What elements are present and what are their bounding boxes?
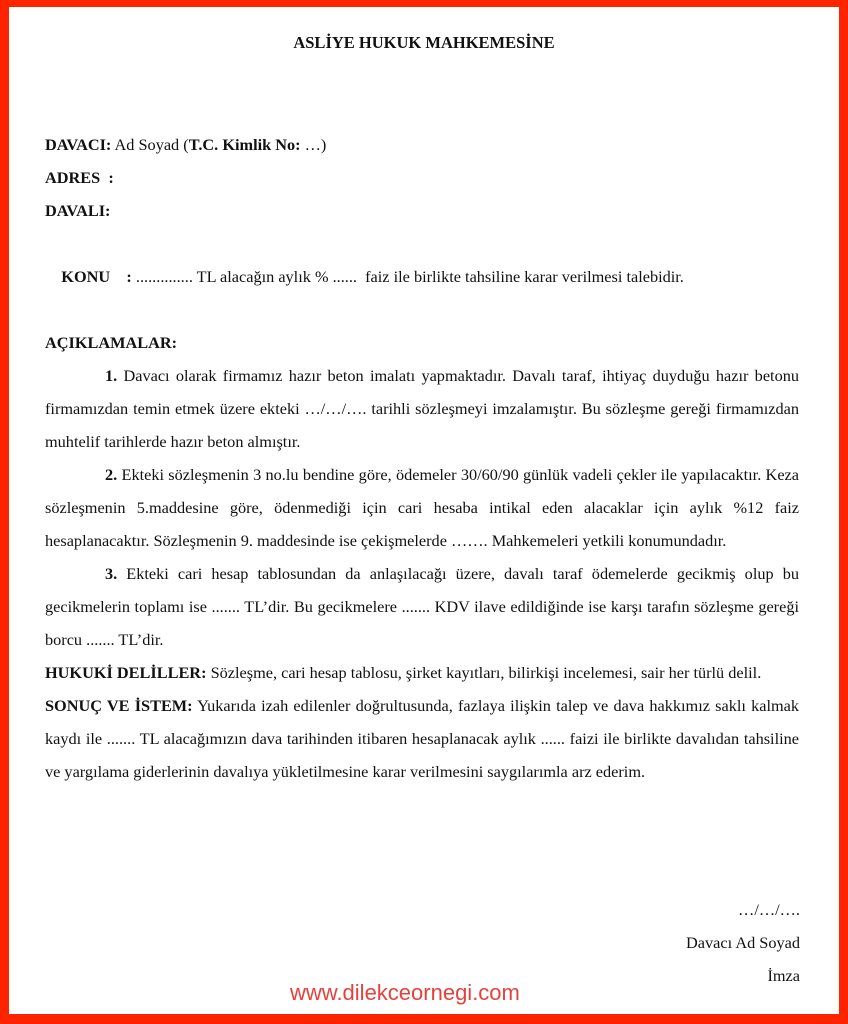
davaci-line xyxy=(45,128,799,161)
sonuc-section xyxy=(45,689,799,788)
adres-label: ADRES : xyxy=(45,168,114,187)
item-text: Davacı olarak firmamız hazır beton imalatı yapmaktadır. Davalı taraf, ihtiyaç duyduğu hazır betonu firmamızdan temin etmek üzere ekteki …/…/…. tarihli sözleşmeyi imzalamıştır. Bu sözleşme gereği firmamızdan muhtelif tarihlerde hazır beton almıştır. xyxy=(45,366,799,451)
deliller-label: HUKUKİ DELİLLER: xyxy=(45,663,207,682)
item-number: 1. xyxy=(105,366,118,385)
davaci-label: DAVACI: xyxy=(45,135,112,154)
sonuc-text: Yukarıda izah edilenler doğrultusunda, fazlaya ilişkin talep ve dava hakkımız saklı kalmak kaydı ile ....... TL alacağımızın dava tarihinden itibaren hesaplanacak aylık ...... faizi ile birlikte davalıdan tahsiline ve yargılama giderlerinin davalıya yükletilmesine karar verilmesini saygılarımla arz ederim. xyxy=(45,696,799,781)
konu-label: KONU : xyxy=(61,267,132,286)
signature-block xyxy=(686,893,800,992)
davali-label: DAVALI: xyxy=(45,201,111,220)
deliller-text: Sözleşme, cari hesap tablosu, şirket kayıtları, bilirkişi incelemesi, sair her türlü delil. xyxy=(206,663,762,682)
davaci-name: Ad Soyad ( xyxy=(114,135,189,154)
tc-value: …) xyxy=(300,135,327,154)
watermark-url: www.dilekceornegi.com xyxy=(290,980,520,1005)
konu-line xyxy=(45,227,799,326)
tc-label: T.C. Kimlik No: xyxy=(188,135,301,154)
aciklama-item-1 xyxy=(45,359,799,458)
aciklamalar-heading xyxy=(45,326,799,359)
signature-name: Davacı Ad Soyad xyxy=(686,933,800,952)
aciklamalar-label: AÇIKLAMALAR: xyxy=(45,333,178,352)
document-title: ASLİYE HUKUK MAHKEMESİNE xyxy=(293,33,555,52)
adres-line xyxy=(45,161,799,194)
davali-line xyxy=(45,194,799,227)
deliller-section xyxy=(45,656,799,689)
document-body xyxy=(45,128,799,788)
aciklama-item-3 xyxy=(45,557,799,656)
aciklama-item-2 xyxy=(45,458,799,557)
item-text: Ekteki sözleşmenin 3 no.lu bendine göre, ödemeler 30/60/90 günlük vadeli çekler ile yapılacaktır. Keza sözleşmenin 5.maddesine göre, ödenmediği için cari hesaba intikal eden alacaklar için aylık %12 faiz hesaplanacaktır. Sözleşmenin 9. maddesinde ise çekişmelerde ……. Mahkemeleri yetkili konumundadır. xyxy=(45,465,799,550)
item-number: 2. xyxy=(105,465,118,484)
signature-sign: İmza xyxy=(767,966,800,985)
signature-date: …/…/…. xyxy=(738,900,800,919)
item-text: Ekteki cari hesap tablosundan da anlaşılacağı üzere, davalı taraf ödemelerde gecikmiş olup bu gecikmelerin toplamı ise ....... TL’dir. Bu gecikmelere ....... KDV ilave edildiğinde ise karşı tarafın sözleşme gereği borcu ....... TL’dir. xyxy=(45,564,799,649)
konu-text: .............. TL alacağın aylık % ...... faiz ile birlikte tahsiline karar verilmesi talebidir. xyxy=(131,267,684,286)
sonuc-label: SONUÇ VE İSTEM: xyxy=(45,696,193,715)
item-number: 3. xyxy=(105,564,118,583)
